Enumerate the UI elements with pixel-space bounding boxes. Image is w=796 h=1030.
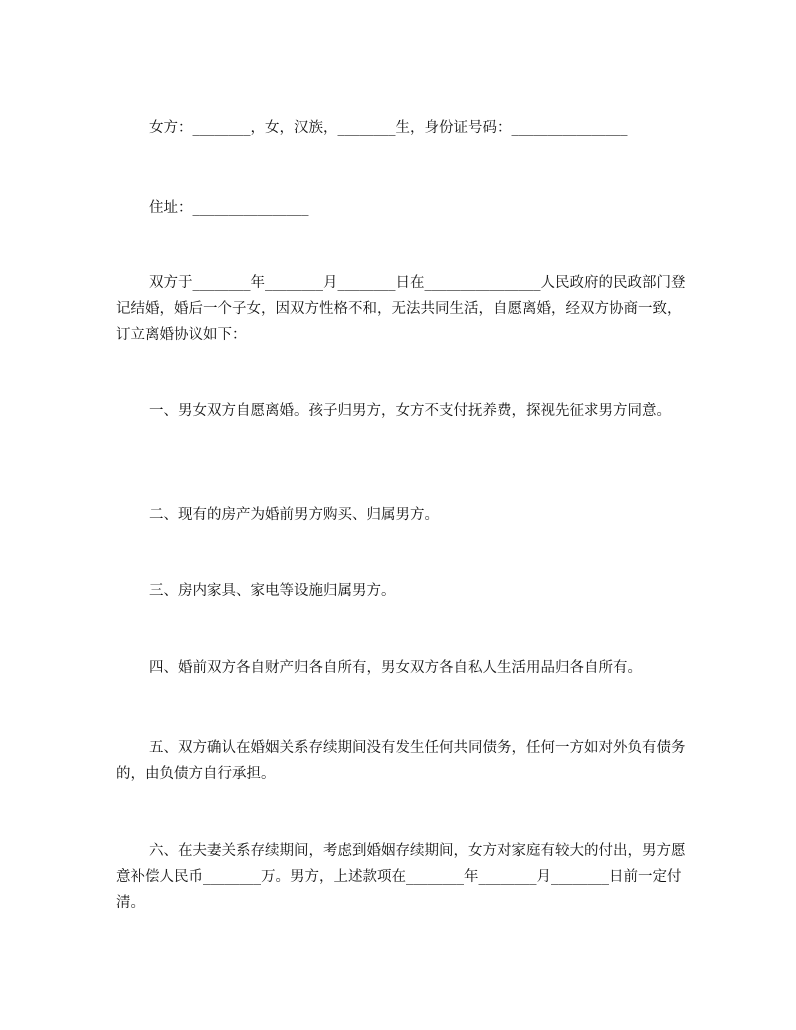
female-party-info: 女方：________，女，汉族，________生，身份证号码：________________ [149, 120, 628, 136]
clause-3: 三、房内家具、家电等设施归属男方。 [149, 583, 396, 599]
agreement-intro: 双方于________年________月________日在________________人民政府的民政部门登记结婚，婚后一个子女，因双方性格不和，无法共同生活，自愿离婚，经双方协商一致，订立离婚协议如下： [116, 275, 686, 343]
clause-1: 一、男女双方自愿离婚。孩子归男方，女方不支付抚养费，探视先征求男方同意。 [149, 403, 671, 419]
address-line: 住址：________________ [149, 200, 309, 216]
clause-6: 六、在夫妻关系存续期间，考虑到婚姻存续期间，女方对家庭有较大的付出，男方愿意补偿人民币________万。男方，上述款项在________年________月________日前一定付清。 [116, 843, 686, 911]
clause-2: 二、现有的房产为婚前男方购买、归属男方。 [149, 507, 439, 523]
clause-5: 五、双方确认在婚姻关系存续期间没有发生任何共同债务，任何一方如对外负有债务的，由负债方自行承担。 [116, 740, 686, 782]
clause-4: 四、婚前双方各自财产归各自所有，男女双方各自私人生活用品归各自所有。 [149, 660, 642, 676]
